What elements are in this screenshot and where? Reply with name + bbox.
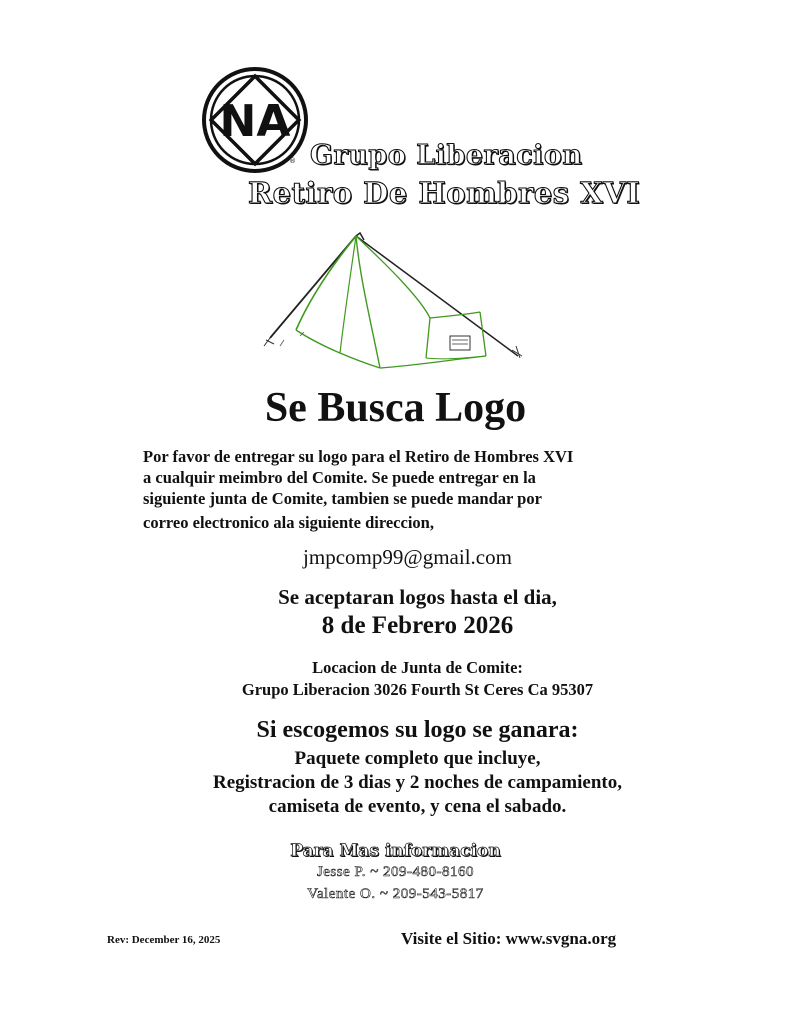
location-address: Grupo Liberacion 3026 Fourth St Ceres Ca 95307 <box>241 680 594 699</box>
website-link[interactable]: Visite el Sitio: www.svgna.org <box>401 929 617 948</box>
logo-text: NA <box>219 96 291 147</box>
prize-line: camiseta de evento, y cena el sabado. <box>268 796 567 817</box>
headline: Se Busca Logo <box>264 385 527 431</box>
revision-date: Rev: December 16, 2025 <box>107 934 221 946</box>
prize-line: Paquete completo que incluye, <box>294 748 541 769</box>
contact-heading: Para Mas informacion <box>290 841 501 861</box>
intro-paragraph <box>143 446 643 533</box>
deadline-date: 8 de Febrero 2026 <box>321 612 514 639</box>
location-label: Locacion de Junta de Comite: <box>312 658 523 677</box>
intro-line: Por favor de entregar su logo para el Retiro de Hombres XVI <box>143 447 574 466</box>
email-address[interactable]: jmpcomp99@gmail.com <box>303 545 512 569</box>
contact-person: Jesse P. ~ 209-480-8160 <box>316 864 475 880</box>
contact-person: Valente O. ~ 209-543-5817 <box>307 886 484 902</box>
group-name: Grupo Liberacion <box>310 140 583 171</box>
intro-line: siguiente junta de Comite, tambien se puede mandar por <box>143 489 542 508</box>
registered-mark: ® <box>289 157 296 165</box>
intro-line: correo electronico ala siguiente direccion, <box>143 513 434 532</box>
prize-line: Registracion de 3 dias y 2 noches de campamiento, <box>212 772 622 793</box>
prize-heading: Si escogemos su logo se ganara: <box>256 717 579 743</box>
tent-illustration <box>260 228 532 376</box>
deadline-label: Se aceptaran logos hasta el dia, <box>278 585 557 609</box>
event-title: Retiro De Hombres XVI <box>248 176 641 210</box>
intro-line: a cualquir meimbro del Comite. Se puede entregar en la <box>143 468 536 487</box>
